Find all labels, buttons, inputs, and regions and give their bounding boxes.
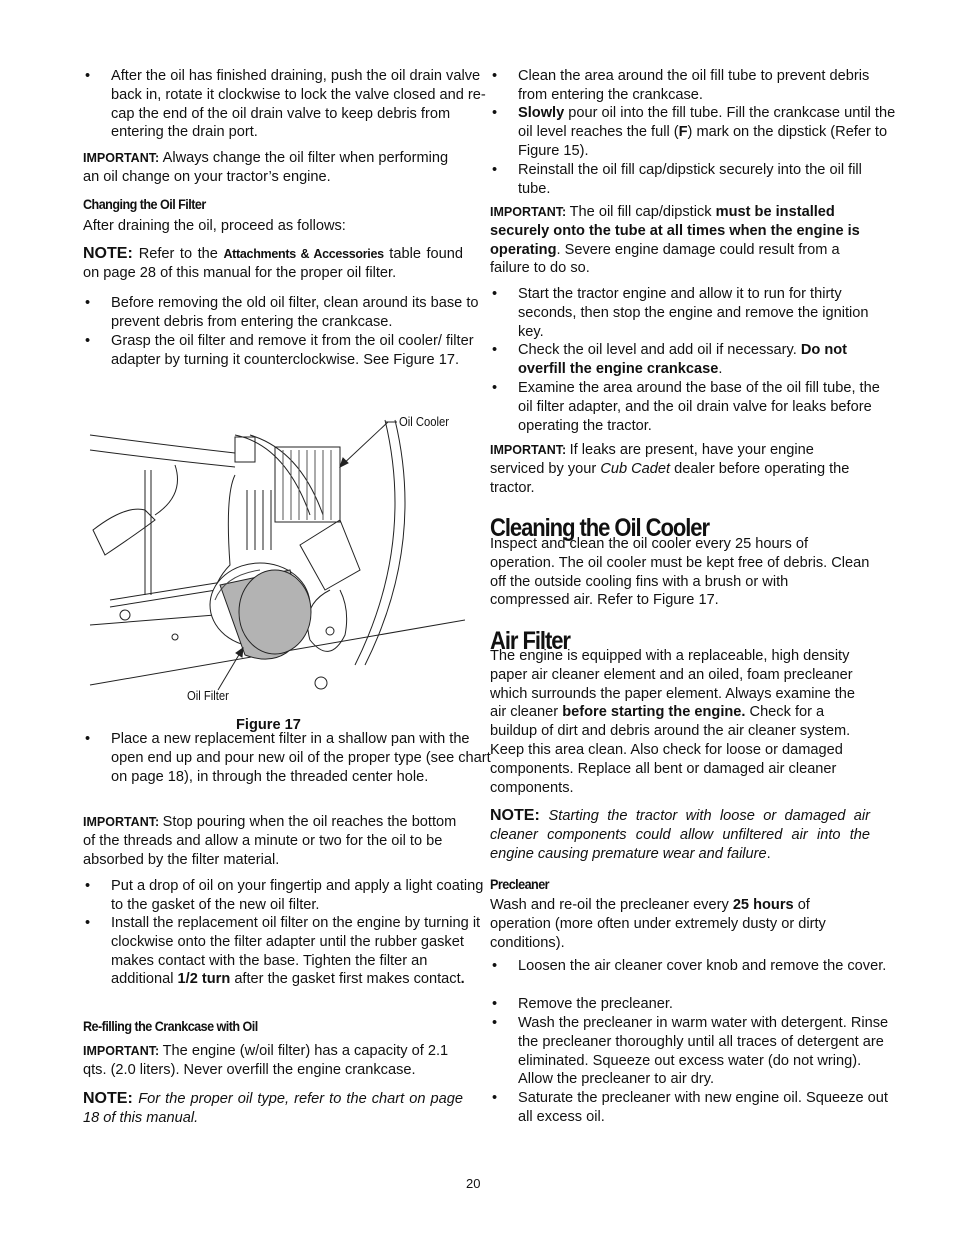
text-segment: Wash the precleaner in warm water with detergent. Rinse the precleaner thoroughly until all traces of detergent are eliminated. Squeeze out excess water (do not wring). Allow the precleaner to air dry. xyxy=(518,1015,889,1088)
bullet-item-examine-base xyxy=(490,379,898,435)
heading-heading-refilling xyxy=(83,1017,425,1036)
text-segment: . xyxy=(718,360,723,377)
page-number: 20 xyxy=(466,1176,481,1191)
text-segment: Saturate the precleaner with new engine oil. Squeeze out all excess oil. xyxy=(518,1090,888,1125)
text-segment: . xyxy=(766,845,771,862)
bullet-item-start-engine xyxy=(490,285,898,341)
paragraph-important-capacity xyxy=(83,1042,463,1080)
oil-filter-label: Oil Filter xyxy=(187,689,229,703)
text-segment: Starting the tractor with loose or damaged air cleaner components could allow unfiltered air into the engine causing premature wear and failure xyxy=(490,808,871,862)
bullet-item-clean-fill-tube xyxy=(490,67,898,105)
text-segment: Changing the Oil Filter xyxy=(83,196,206,212)
paragraph-note-loose xyxy=(490,807,870,863)
text-segment: Clean the area around the oil fill tube to prevent debris from entering the crankcase. xyxy=(518,68,870,103)
text-segment: Slowly xyxy=(518,105,565,121)
paragraph-after-draining xyxy=(83,217,463,236)
bullet-item-slowly-pour xyxy=(490,104,898,160)
heading-heading-precleaner xyxy=(490,875,832,894)
note-label: NOTE: xyxy=(490,807,549,824)
paragraph-important-pouring xyxy=(83,813,463,869)
bullet-item-drain-valve xyxy=(83,67,491,142)
figure-17-illustration xyxy=(85,405,465,705)
text-segment: Refer to the xyxy=(138,246,224,262)
text-segment: The engine (w/oil filter) has a capacity of 2.1 qts. (2.0 liters). Never overfill the engine crankcase. xyxy=(83,1043,449,1078)
important-label: IMPORTANT: xyxy=(490,205,570,219)
text-segment: Put a drop of oil on your fingertip and apply a light coating to the gasket of the new oil filter. xyxy=(111,878,484,913)
bullet-item-remove-precleaner xyxy=(490,995,898,1014)
text-segment: F xyxy=(678,123,688,140)
text-segment: The engine is equipped with a replaceable, high density paper air cleaner element and an oiled, foam precleaner which surrounds the paper element. Always examine the air cleaner xyxy=(490,648,856,721)
bullet-item-place-filter xyxy=(83,730,491,786)
text-segment: The oil fill cap/dipstick xyxy=(569,204,716,220)
text-segment: dealer before operating the tractor. xyxy=(490,460,850,496)
bullet-item-clean-base xyxy=(83,294,491,332)
text-segment: Place a new replacement filter in a shallow pan with the open end up and pour new oil of the proper type (see chart on page 18), in through the threaded center hole. xyxy=(111,731,491,785)
bullet-item-drop-oil xyxy=(83,877,491,915)
text-segment: Re-filling the Crankcase with Oil xyxy=(83,1018,258,1034)
text-segment: Inspect and clean the oil cooler every 25 hours of operation. The oil cooler must be kept free of debris. Clean off the outside cooling fins with a brush or with compressed air. Refer to Figure 17. xyxy=(490,536,870,609)
text-segment: after the gasket first makes contact xyxy=(230,971,461,988)
text-segment: Loosen the air cleaner cover knob and remove the cover. xyxy=(518,958,887,974)
text-segment: Do not overfill the engine crankcase xyxy=(518,342,848,377)
bullet-item-grasp-filter xyxy=(83,332,491,370)
text-segment: 1/2 turn xyxy=(177,971,231,988)
text-segment: Remove the precleaner. xyxy=(518,996,673,1012)
text-segment: must be installed securely onto the tube at all times when the engine is operating xyxy=(490,204,860,258)
text-segment: Check for a buildup of dirt and debris around the air cleaner system. Keep this area clean. Also check for loose or damaged components. Replace all bent or damaged air cleaner components. xyxy=(490,704,851,796)
bullet-item-check-level xyxy=(490,341,898,379)
paragraph-important-filter xyxy=(83,149,463,187)
note-label: NOTE: xyxy=(83,1090,139,1107)
text-segment: ) mark on the dipstick (Refer to Figure 15). xyxy=(518,123,888,159)
heading-heading-changing-filter xyxy=(83,195,425,214)
text-segment: . xyxy=(460,971,465,988)
bullet-item-saturate-precleaner xyxy=(490,1089,898,1127)
bullet-item-reinstall-cap xyxy=(490,161,898,199)
text-segment: Air Filter xyxy=(490,627,570,655)
text-segment: Install the replacement oil filter on the engine by turning it clockwise onto the filter adapter until the rubber gasket makes contact with the base. Tighten the filter an additional xyxy=(111,915,481,988)
text-segment: Grasp the oil filter and remove it from the oil cooler/ filter adapter by turning it counterclockwise. See Figure 17. xyxy=(111,333,474,368)
text-segment: After the oil has finished draining, push the oil drain valve back in, rotate it clockwise to lock the valve closed and re-cap the end of the oil drain valve to keep debris from entering the drain port. xyxy=(111,68,486,141)
text-segment: Examine the area around the base of the oil fill tube, the oil filter adapter, and the oil drain valve for leaks before operating the tractor. xyxy=(518,380,880,434)
text-segment: Before removing the old oil filter, clean around its base to prevent debris from entering the crankcase. xyxy=(111,295,479,330)
paragraph-cooler-para xyxy=(490,535,870,610)
text-segment: 25 hours xyxy=(732,897,794,913)
important-label: IMPORTANT: xyxy=(83,151,163,165)
text-segment: For the proper oil type, refer to the chart on page 18 of this manual. xyxy=(83,1091,464,1126)
text-segment: Reinstall the oil fill cap/dipstick securely into the oil fill tube. xyxy=(518,162,862,197)
text-segment: Check the oil level and add oil if necessary. xyxy=(518,342,801,358)
text-segment: table found on page 28 of this manual for the proper oil filter. xyxy=(83,246,464,281)
text-segment: If leaks are present, have your engine serviced by your xyxy=(490,442,814,477)
text-segment: Attachments & Accessories xyxy=(223,247,384,261)
text-segment: before starting the engine. xyxy=(562,704,746,721)
text-segment: Cub Cadet xyxy=(600,460,671,477)
paragraph-note-attachments xyxy=(83,245,463,283)
text-segment: of operation (more often under extremely dusty or dirty conditions). xyxy=(490,897,826,951)
text-segment: Start the tractor engine and allow it to run for thirty seconds, then stop the engine and remove the ignition key. xyxy=(518,286,869,340)
bullet-item-loosen-knob xyxy=(490,957,898,976)
paragraph-precleaner-para xyxy=(490,896,870,952)
text-segment: After draining the oil, proceed as follows: xyxy=(83,218,346,234)
text-segment: Stop pouring when the oil reaches the bottom of the threads and allow a minute or two for the oil to be absorbed by the filter material. xyxy=(83,814,457,868)
text-segment: Cleaning the Oil Cooler xyxy=(490,514,709,542)
bullet-item-wash-precleaner xyxy=(490,1014,898,1089)
paragraph-important-dipstick xyxy=(490,203,870,278)
important-label: IMPORTANT: xyxy=(490,443,570,457)
paragraph-note-oil-type xyxy=(83,1090,463,1128)
bullet-item-install-filter xyxy=(83,914,491,989)
important-label: IMPORTANT: xyxy=(83,1044,163,1058)
text-segment: Always change the oil filter when performing an oil change on your tractor’s engine. xyxy=(83,150,449,185)
oil-cooler-label: Oil Cooler xyxy=(399,415,450,429)
text-segment: Wash and re-oil the precleaner every xyxy=(490,897,733,913)
paragraph-important-leaks xyxy=(490,441,870,497)
text-segment: Precleaner xyxy=(490,876,550,892)
paragraph-air-filter-para xyxy=(490,647,870,797)
note-label: NOTE: xyxy=(83,245,139,262)
important-label: IMPORTANT: xyxy=(83,815,163,829)
text-segment: pour oil into the fill tube. Fill the crankcase until the oil level reaches the full ( xyxy=(518,105,896,140)
figure-caption: Figure 17 xyxy=(236,717,301,733)
text-segment: . Severe engine damage could result from a failure to do so. xyxy=(490,241,840,277)
